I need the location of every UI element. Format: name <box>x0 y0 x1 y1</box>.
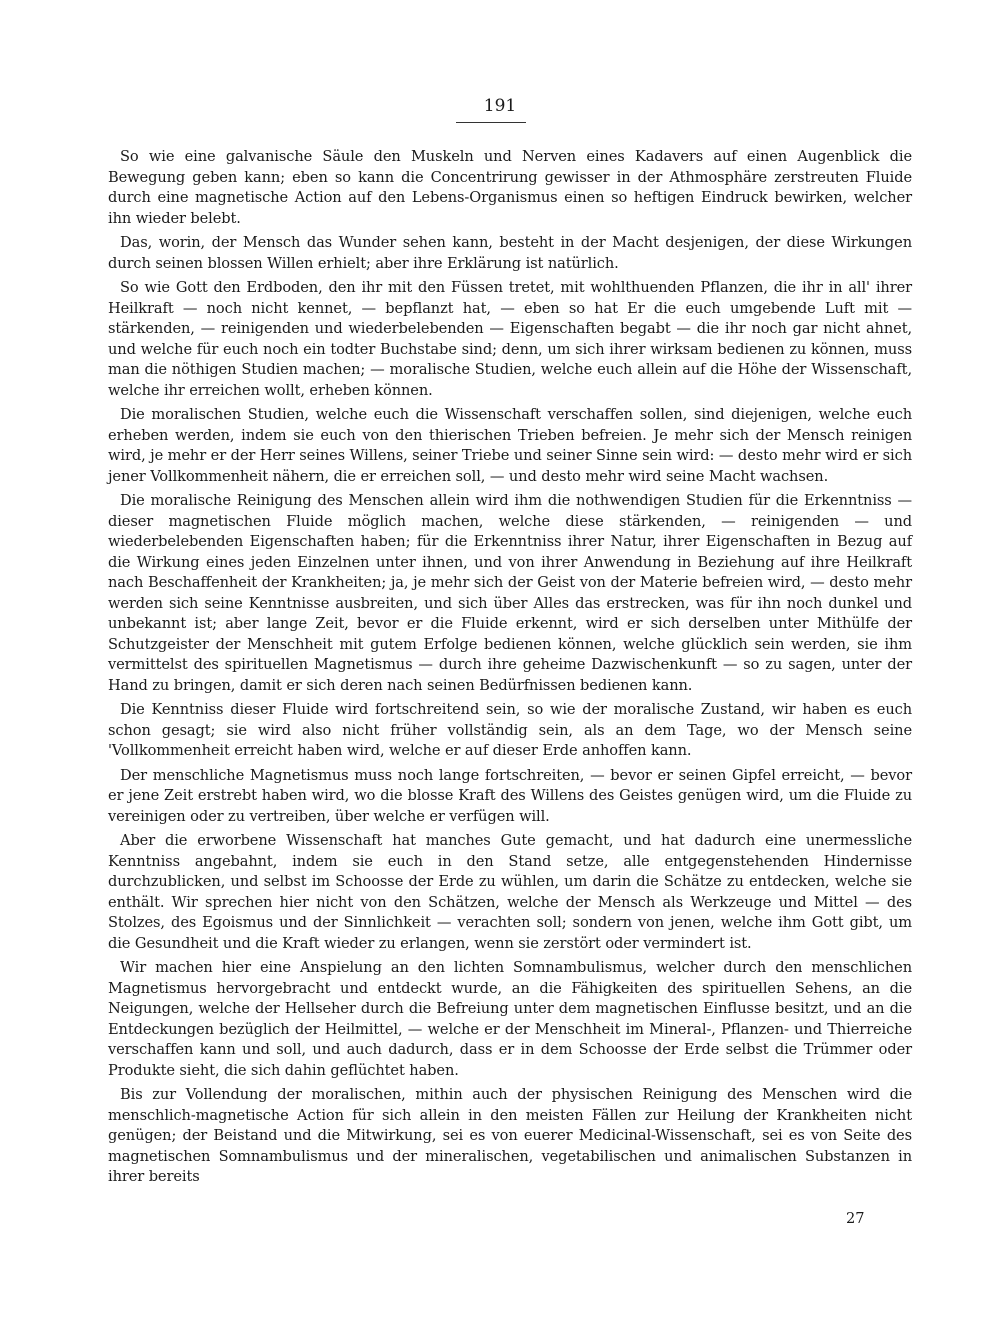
paragraph-4: Die moralischen Studien, welche euch die Wissenschaft verschaffen sollen, sind diejenigen, welche euch erheben werden, indem sie euch von den thierischen Trieben befreien. Je mehr sich der Mensch reinigen wird, je mehr er der Herr seines Willens, seiner Triebe und seiner Sinne sein wird: — desto mehr wird er sich jener Vollkommenheit nähern, die er erreichen soll, — und desto mehr wird seine Macht wachsen. <box>108 406 912 485</box>
paragraph-6: Die Kenntniss dieser Fluide wird fortschreitend sein, so wie der moralische Zustand, wir haben es euch schon gesagt; sie wird also nicht früher vollständig sein, als an dem Tage, wo der Mensch seine 'Vollkommenheit erreicht haben wird, welche er auf dieser Erde anhoffen kann. <box>108 701 912 759</box>
page-number: 191 <box>483 96 517 116</box>
paragraph-3: So wie Gott den Erdboden, den ihr mit den Füssen tretet, mit wohlthuenden Pflanzen, die ihr in all' ihrer Heilkraft — noch nicht kennet, — bepflanzt hat, — eben so hat Er die euch umgebende Luft mit — stärkenden, — reinigenden und wiederbelebenden — Eigenschaften begabt — die ihr noch gar nicht ahnet, und welche für euch noch ein todter Buchstabe sind; denn, um sich ihrer wirksam bedienen zu können, muss man die nöthigen Studien machen; — moralische Studien, welche euch allein auf die Höhe der Wissenschaft, welche ihr erreichen wollt, erheben können. <box>108 279 912 399</box>
paragraph-7: Der menschliche Magnetismus muss noch lange fortschreiten, — bevor er seinen Gipfel erreicht, — bevor er jene Zeit erstrebt haben wird, wo die blosse Kraft des Willens des Geistes genügen wird, um die Fluide zu vereinigen oder zu vertreiben, über welche er verfügen will. <box>108 766 912 825</box>
paragraph-9: Wir machen hier eine Anspielung an den lichten Somnambulismus, welcher durch den menschlichen Magnetismus hervorgebracht und entdeckt wurde, an die Fähigkeiten des spirituellen Sehens, an die Neigungen, welche der Hellseher durch die Befreiung unter dem magnetischen Einflusse besitzt, und an die Entdeckungen bezüglich der Heilmittel, — welche er der Menschheit im Mineral-, Pflanzen- und Thierreiche verschaffen kann und soll, und auch dadurch, dass er in dem Schoosse der Erde selbst die Trümmer oder Produkte sieht, die sich dahin geflüchtet haben. <box>108 959 912 1079</box>
paragraph-5: Die moralische Reinigung des Menschen allein wird ihm die nothwendigen Studien für die Erkenntniss — dieser magnetischen Fluide möglich machen, welche diese stärkenden, — reinigenden — und wiederbelebenden Eigenschaften haben; für die Erkenntniss ihrer Natur, ihrer Eigenschaften in Bezug auf die Wirkung eines jeden Einzelnen unter ihnen, und von ihrer Anwendung in Beziehung auf ihre Heilkraft nach Beschaffenheit der Krankheiten; ja, je mehr sich der Geist von der Materie befreien wird, — desto mehr werden sich seine Kenntnisse ausbreiten, und sich über Alles das erstrecken, was für ihn noch dunkel und unbekannt ist; aber lange Zeit, bevor er die Fluide erkennt, wird er sich derselben unter Mithülfe der Schutzgeister der Menschheit mit gutem Erfolge bedienen können, welche glücklich sein werden, sie ihm vermittelst des spirituellen Magnetismus — durch ihre geheime Dazwischenkunft — so zu sagen, unter der Hand zu bringen, damit er sich deren nach seinen Bedürfnissen bedienen kann. <box>108 492 912 694</box>
paragraph-10: Bis zur Vollendung der moralischen, mithin auch der physischen Reinigung des Menschen wird die menschlich-magnetische Action für sich allein in den meisten Fällen zur Heilung der Krankheiten nicht genügen; der Beistand und die Mitwirkung, sei es von euerer Medicinal-Wissenschaft, sei es von Seite des magnetischen Somnambulismus und der mineralischen, vegetabilischen und animalischen Substanzen in ihrer bereits <box>108 1086 912 1185</box>
sheet-signature: 27 <box>846 1210 865 1227</box>
paragraph-2: Das, worin, der Mensch das Wunder sehen kann, besteht in der Macht desjenigen, der diese Wirkungen durch seinen blossen Willen erhielt; aber ihre Erklärung ist natürlich. <box>108 234 912 272</box>
paragraph-8: Aber die erworbene Wissenschaft hat manches Gute gemacht, und hat dadurch eine unermessliche Kenntniss angebahnt, indem sie euch in den Stand setze, alle entgegenstehenden Hindernisse durchzublicken, und selbst im Schoosse der Erde zu wühlen, um darin die Schätze zu entdecken, welche sie enthält. Wir sprechen hier nicht von den Schätzen, welche der Mensch als Werkzeuge und Mittel — des Stolzes, des Egoismus und der Sinnlichkeit — verachten soll; sondern von jenen, welche ihm Gott gibt, um die Gesundheit und die Kraft wieder zu erlangen, wenn sie zerstört oder vermindert ist. <box>108 832 912 952</box>
header-rule <box>456 122 526 123</box>
paragraph-1: So wie eine galvanische Säule den Muskeln und Nerven eines Kadavers auf einen Augenblick die Bewegung geben kann; eben so kann die Concentrirung gewisser in der Athmosphäre zerstreuten Fluide durch eine magnetische Action auf den Lebens-Organismus einen so heftigen Eindruck bewirken, welcher ihn wieder belebt. <box>108 148 912 227</box>
body-text <box>108 147 912 1192</box>
